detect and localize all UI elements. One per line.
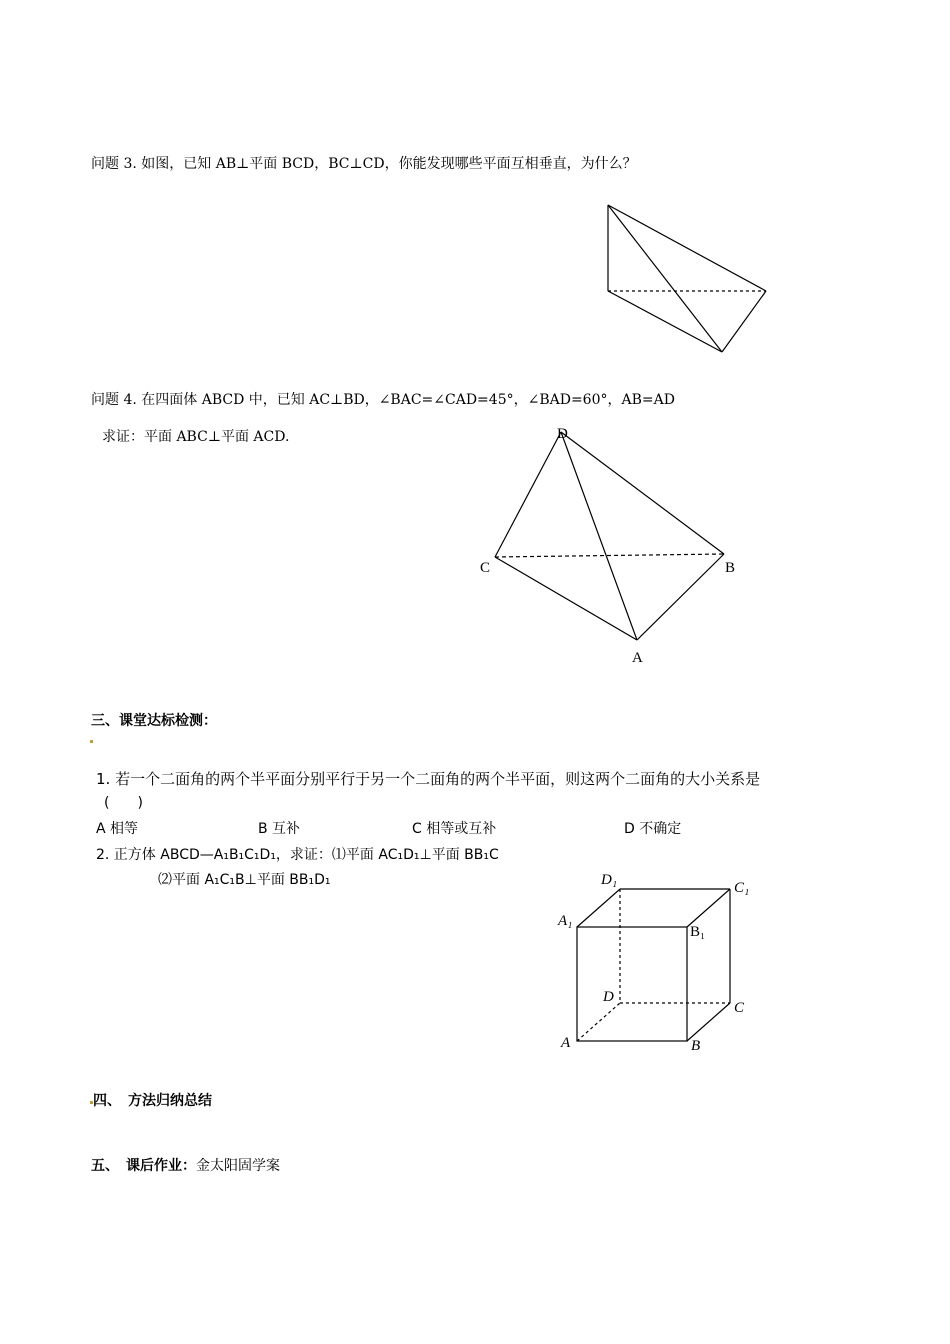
option-b: B 互补 <box>258 821 301 837</box>
question-1-blank: ( ) <box>104 795 143 811</box>
problem-4-text: 问题 4. 在四面体 ABCD 中，已知 AC⊥BD，∠BAC=∠CAD=45°，∠BAD=60°，AB=AD <box>91 392 675 408</box>
option-a: A 相等 <box>96 821 139 837</box>
cube-label-d1: D₁ <box>601 872 618 888</box>
section-5-line <box>91 1155 280 1175</box>
tetra-label-c: C <box>480 560 491 576</box>
question-2-line-2: ⑵平面 A₁C₁B⊥平面 BB₁D₁ <box>158 872 331 888</box>
section-5-title: 五、 课后作业： <box>91 1158 196 1174</box>
cube-edge-a1d1 <box>577 889 620 927</box>
cube-edge-bc <box>687 1003 730 1041</box>
option-d: D 不确定 <box>624 821 682 837</box>
section-3-title: 三、课堂达标检测： <box>91 713 217 729</box>
cube-edge-b1c1 <box>687 889 730 927</box>
cube-hidden-edge-ad <box>577 1003 620 1041</box>
cube-label-c1: C₁ <box>734 880 750 896</box>
option-c: C 相等或互补 <box>412 821 497 837</box>
cube-label-b1: B₁ <box>690 924 706 940</box>
cube-label-a1: A₁ <box>558 913 573 929</box>
section-5-content: 金太阳固学案 <box>196 1158 280 1174</box>
question-2-line-1: 2. 正方体 ABCD—A₁B₁C₁D₁，求证：⑴平面 AC₁D₁⊥平面 BB₁C <box>96 847 499 863</box>
cube-front-face <box>577 927 687 1041</box>
question-1-text: 1. 若一个二面角的两个半平面分别平行于另一个二面角的两个半平面，则这两个二面角的大小关系是 <box>96 770 761 788</box>
cube-label-c: C <box>734 1000 745 1016</box>
cube-label-d: D <box>603 989 614 1005</box>
cube-label-b: B <box>691 1038 701 1054</box>
problem-3-text: 问题 3. 如图，已知 AB⊥平面 BCD，BC⊥CD，你能发现哪些平面互相垂直，为什么？ <box>91 156 637 172</box>
tetra-label-b: B <box>725 560 736 576</box>
section-4-title: 四、 方法归纳总结 <box>93 1093 212 1109</box>
tetra-label-a: A <box>632 650 643 666</box>
problem-4-prove: 求证：平面 ABC⊥平面 ACD. <box>102 429 290 445</box>
cube-label-a: A <box>561 1035 571 1051</box>
tetra-label-d: D <box>557 426 568 442</box>
